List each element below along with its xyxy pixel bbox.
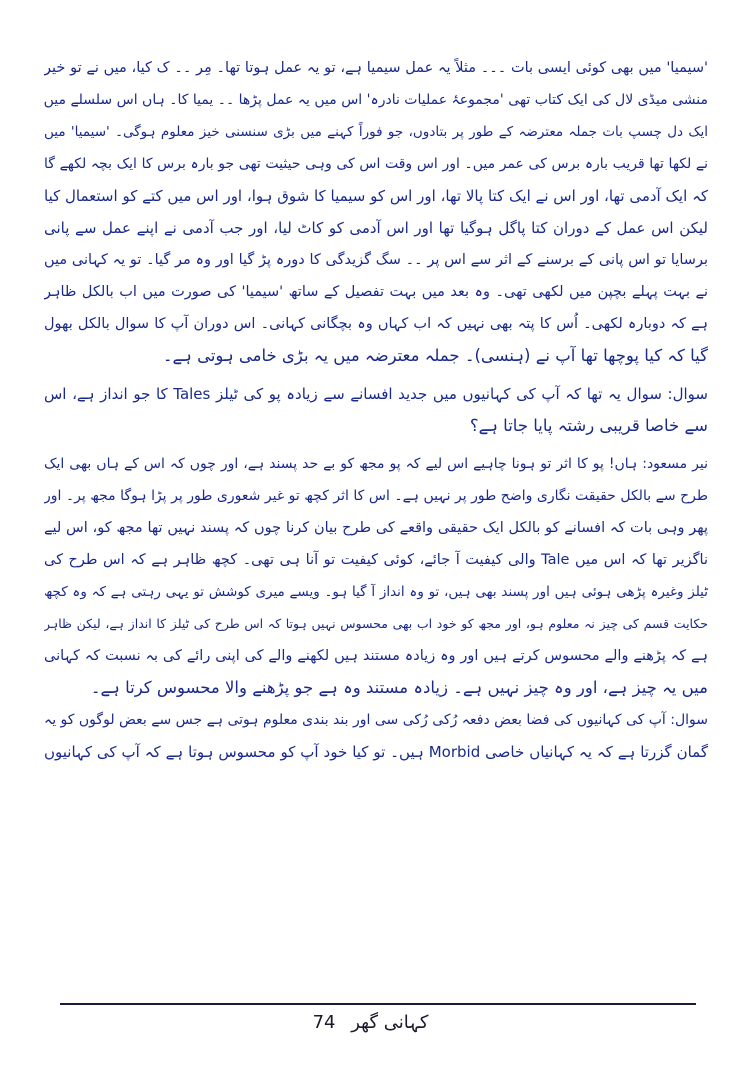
text-line: لیکن اس عمل کے دوران کتا پاگل ہوگیا تھا اور اس آدمی کو کاٹ لیا، اور جب آدمی نے اپنے عمل سے پانی <box>44 219 708 237</box>
footer-divider <box>60 1003 696 1005</box>
text-line: نے بہت پہلے بچپن میں لکھی تھی۔ وہ بعد میں بہت تفصیل کے ساتھ 'سیمیا' کی صورت میں اب بالکل ظاہر <box>44 284 708 300</box>
text-line: گمان گزرتا ہے کہ یہ کہانیاں خاصی Morbid ہیں۔ تو کیا خود آپ کو محسوس ہوتا ہے کہ آپ کی کہانیوں <box>44 743 708 761</box>
text-line: نے لکھا تھا قریب بارہ برس کی عمر میں۔ اور اس وقت اس کی وہی حیثیت تھی جو بارہ برس کا ایک بچہ لکھے گا <box>44 156 708 172</box>
text-line: طرح سے بالکل حقیقت نگاری واضح طور پر نہیں ہے۔ اس کا اثر کچھ تو غیر شعوری طور پر پڑا ہوگا مجھ پر۔ اور <box>44 488 708 504</box>
text-line: ایک دل چسپ بات جملہ معترضہ کے طور پر بتادوں، جو فوراً کہنے میں بڑی سنسنی خیز معلوم ہوگی۔ 'سیمیا' میں <box>44 124 708 140</box>
page-footer <box>0 1012 741 1033</box>
text-line: ٹیلز وغیرہ پڑھی ہوئی ہیں اور پسند بھی ہیں، تو وہ انداز آ گیا ہو۔ ویسے میری کوشش تو یہی رہتی ہے کہ وہ کچھ <box>44 584 708 600</box>
text-line: سے خاصا قریبی رشتہ پایا جاتا ہے؟ <box>469 416 708 435</box>
text-line: منشی میڈی لال کی ایک کتاب تھی 'مجموعۂ عملیات نادرہ' اس میں یہ عمل پڑھا ۔۔ یمیا کا۔ ہاں اس سلسلے میں <box>44 92 708 108</box>
text-line: ناگزیر تھا کہ اس میں Tale والی کیفیت آ جائے، کوئی کیفیت تو آنا ہی تھی۔ کچھ ظاہر ہے کہ اس طرح کی <box>44 552 708 568</box>
text-line: سوال: سوال یہ تھا کہ آپ کی کہانیوں میں جدید افسانے سے زیادہ پو کی ٹیلز Tales کا جو انداز ہے، اس <box>44 385 708 403</box>
text-line: 'سیمیا' میں بھی کوئی ایسی بات ۔۔۔ مثلاً یہ عمل سیمیا ہے، تو یہ عمل ہوتا تھا۔ مِر ۔۔ ک کیا، میں نے تو خیر <box>44 60 708 76</box>
text-line: ہے کہ دوبارہ لکھی۔ اُس کا پتہ بھی نہیں کہ اب کہاں وہ بچگانی کہانی۔ اس دوران آپ کا سوال بالکل بھول <box>44 316 708 332</box>
text-line: گیا کہ کیا پوچھا تھا آپ نے (ہنسی)۔ جملہ معترضہ میں یہ بڑی خامی ہوتی ہے۔ <box>162 346 708 365</box>
page-number: 74 <box>312 1012 336 1033</box>
text-line: برسایا تو اس پانی کے برسنے کے اثر سے اس پر ۔۔ سگ گزیدگی کا دورہ پڑ گیا اور وہ مر گیا۔ تو یہ کہانی میں <box>44 252 708 268</box>
text-line: حکایت قسم کی چیز نہ معلوم ہو، اور مجھ کو خود اب بھی محسوس نہیں ہوتا کہ اس طرح کی ٹیلز کا انداز ہے، لیکن ظاہر <box>44 616 708 631</box>
text-line: پھر وہی بات کہ افسانے کو بالکل ایک حقیقی واقعے کی طرح بیان کرنا چوں کہ پسند نہیں تھا مجھ کو، اس لیے <box>44 520 708 536</box>
text-line: نیر مسعود: ہاں! پو کا اثر تو ہونا چاہیے اس لیے کہ پو مجھ کو بے حد پسند ہے، اور چوں کہ اس کے ہاں بھی ایک <box>44 456 708 472</box>
body-text <box>44 52 708 768</box>
text-line: کہ ایک آدمی تھا، اور اس نے ایک کتا پالا تھا، اور اس کو سیمیا کا شوق ہوا، اور اس میں کتے کو استعمال کیا <box>44 187 708 205</box>
text-line: میں یہ چیز ہے، اور وہ چیز نہیں ہے۔ زیادہ مستند وہ ہے جو پڑھنے والا محسوس کرتا ہے۔ <box>90 678 708 697</box>
text-line: سوال: آپ کی کہانیوں کی فضا بعض دفعہ رُکی رُکی سی اور بند بندی معلوم ہوتی ہے جس سے بعض لوگوں کو یہ <box>44 712 708 728</box>
book-title: کہانی گھر <box>351 1012 429 1033</box>
text-line: ہے کہ پڑھنے والے محسوس کرتے ہیں اور وہ زیادہ مستند ہیں لکھنے والے کی اپنی رائے کی بہ نسبت کہ کہانی <box>44 648 708 664</box>
